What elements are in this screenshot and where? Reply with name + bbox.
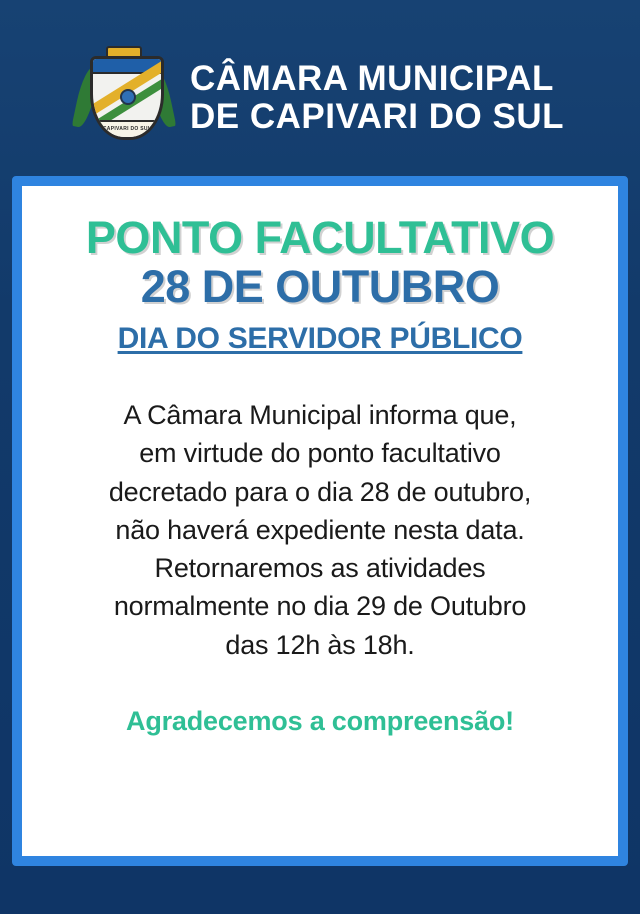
- notice-headline-date: 28 DE OUTUBRO: [140, 261, 500, 313]
- organization-title-line1: CÂMARA MUNICIPAL: [190, 59, 554, 99]
- coat-of-arms-icon: [76, 46, 172, 150]
- notice-card: [22, 186, 618, 856]
- notice-body: [46, 396, 594, 664]
- notice-body-line: não haverá expediente nesta data.: [115, 514, 525, 545]
- notice-body-line: A Câmara Municipal informa que,: [123, 399, 517, 430]
- notice-body-line: decretado para o dia 28 de outubro,: [108, 476, 532, 507]
- notice-body-line: em virtude do ponto facultativo: [139, 438, 501, 469]
- organization-title-line2: DE CAPIVARI DO SUL: [190, 97, 564, 136]
- notice-closing-message: Agradecemos a compreensão!: [126, 706, 514, 737]
- notice-card-frame: [12, 176, 628, 866]
- poster-header: [0, 0, 640, 176]
- crest-banner-text: CAPIVARI DO SUL: [93, 120, 161, 137]
- shield-icon: [90, 56, 164, 140]
- shield-emblem: [120, 89, 136, 105]
- notice-headline-primary: PONTO FACULTATIVO: [85, 212, 555, 263]
- poster-footer: [0, 866, 640, 914]
- notice-headline-subtitle: DIA DO SERVIDOR PÚBLICO: [117, 321, 523, 355]
- notice-body-line: das 12h às 18h.: [225, 629, 415, 660]
- notice-body-line: normalmente no dia 29 de Outubro: [113, 591, 527, 622]
- organization-title: [190, 60, 564, 136]
- notice-body-line: Retornaremos as atividades: [154, 553, 486, 584]
